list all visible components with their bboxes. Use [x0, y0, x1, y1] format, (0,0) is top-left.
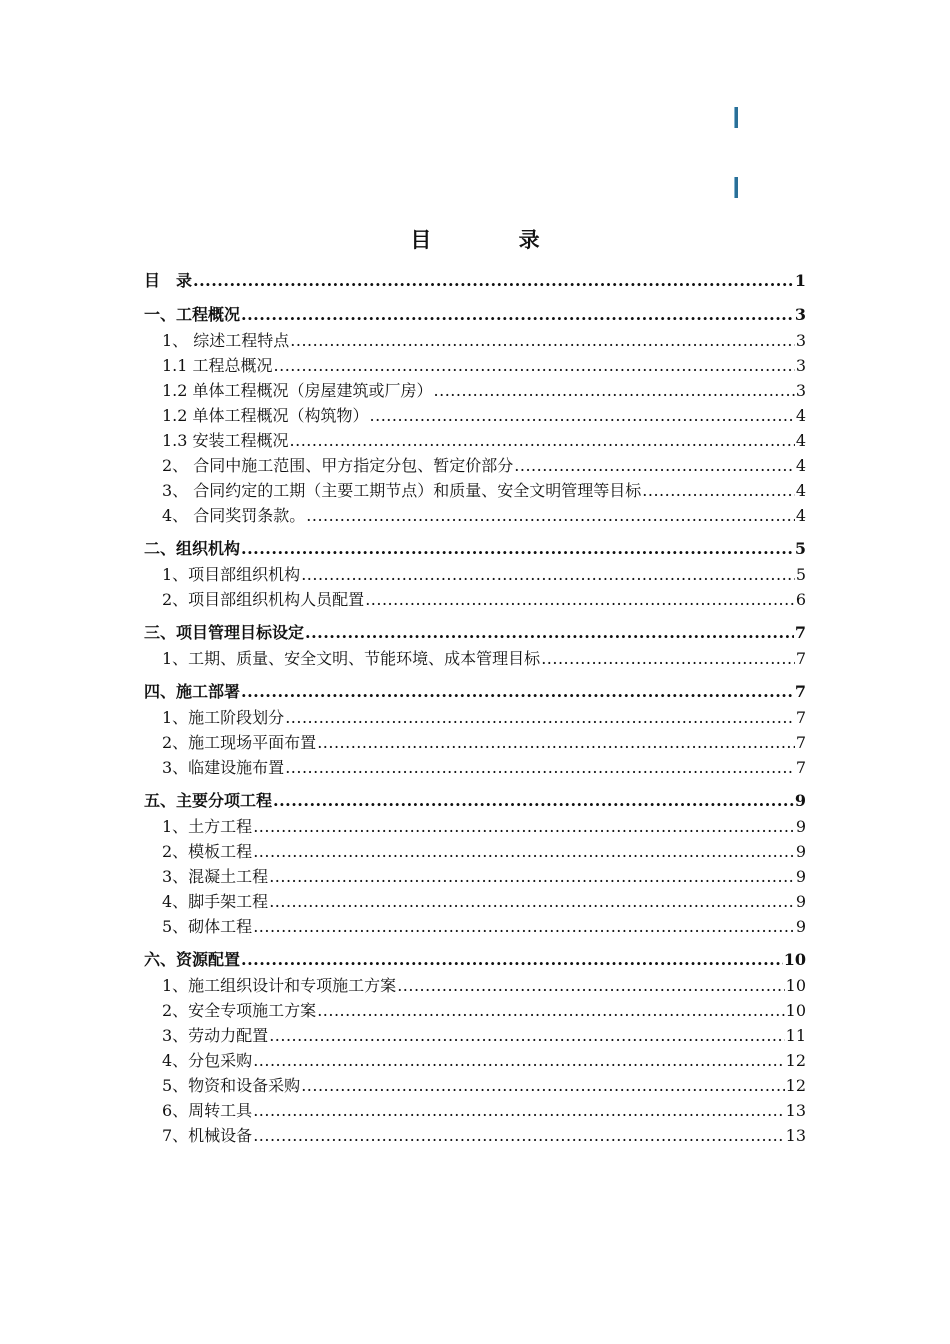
toc-dot-leader — [274, 353, 795, 378]
toc-page-number: 3 — [794, 305, 806, 324]
toc-dot-leader — [370, 403, 795, 428]
toc-section-entry[interactable] — [144, 620, 806, 646]
toc-entry-label: 二、组织机构 — [144, 539, 241, 558]
toc-dot-leader — [269, 889, 795, 914]
toc-entry-label: 2、模板工程 — [162, 842, 253, 861]
toc-dot-leader — [241, 302, 794, 328]
toc-dot-leader — [541, 646, 795, 671]
toc-page-number: 9 — [795, 892, 806, 911]
toc-entry-label: 四、施工部署 — [144, 682, 241, 701]
toc-subsection-entry[interactable] — [144, 562, 806, 587]
toc-dot-leader — [241, 679, 794, 705]
toc-page-number: 3 — [795, 356, 806, 375]
toc-section-entry[interactable] — [144, 947, 806, 973]
toc-subsection-entry[interactable] — [144, 914, 806, 939]
toc-page-number: 7 — [794, 682, 806, 701]
text-cursor-marker-top — [734, 107, 738, 128]
toc-entry-label: 2、安全专项施工方案 — [162, 1001, 317, 1020]
toc-page-number: 4 — [795, 431, 806, 450]
toc-subsection-entry[interactable] — [144, 730, 806, 755]
toc-subsection-entry[interactable] — [144, 1123, 806, 1148]
toc-entry-label: 2、 合同中施工范围、甲方指定分包、暂定价部分 — [162, 456, 514, 475]
toc-entry-label: 一、工程概况 — [144, 305, 241, 324]
toc-subsection-entry[interactable] — [144, 998, 806, 1023]
toc-subsection-entry[interactable] — [144, 328, 806, 353]
text-cursor-marker-bottom — [734, 177, 738, 198]
toc-dot-leader — [285, 705, 795, 730]
toc-page-number: 9 — [795, 842, 806, 861]
toc-dot-leader — [253, 1048, 784, 1073]
toc-entry-label: 4、脚手架工程 — [162, 892, 269, 911]
toc-entry-label: 1.3 安装工程概况 — [162, 431, 289, 450]
toc-section-entry[interactable] — [144, 536, 806, 562]
toc-subsection-entry[interactable] — [144, 428, 806, 453]
toc-entry-label: 6、周转工具 — [162, 1101, 253, 1120]
toc-subsection-entry[interactable] — [144, 755, 806, 780]
toc-section-entry[interactable] — [144, 302, 806, 328]
toc-dot-leader — [306, 503, 795, 528]
toc-page-number: 9 — [795, 917, 806, 936]
toc-page-number: 5 — [795, 565, 806, 584]
toc-dot-leader — [269, 1023, 784, 1048]
toc-dot-leader — [317, 730, 795, 755]
toc-entry-label: 五、主要分项工程 — [144, 791, 273, 810]
toc-page-number: 4 — [795, 481, 806, 500]
toc-subsection-entry[interactable] — [144, 403, 806, 428]
toc-entry-label: 2、施工现场平面布置 — [162, 733, 317, 752]
toc-entry-label: 3、混凝土工程 — [162, 867, 269, 886]
toc-subsection-entry[interactable] — [144, 378, 806, 403]
toc-subsection-entry[interactable] — [144, 1048, 806, 1073]
toc-dot-leader — [642, 478, 795, 503]
toc-subsection-entry[interactable] — [144, 503, 806, 528]
toc-dot-leader — [301, 562, 795, 587]
toc-subsection-entry[interactable] — [144, 889, 806, 914]
toc-page-number: 7 — [794, 623, 806, 642]
toc-page-number: 12 — [785, 1076, 806, 1095]
toc-entry-label: 5、砌体工程 — [162, 917, 253, 936]
toc-dot-leader — [193, 268, 794, 294]
toc-entry-label: 1、 综述工程特点 — [162, 331, 290, 350]
toc-entry-label: 4、分包采购 — [162, 1051, 253, 1070]
toc-dot-leader — [241, 947, 783, 973]
toc-dot-leader — [365, 587, 795, 612]
toc-page-number: 4 — [795, 406, 806, 425]
toc-subsection-entry[interactable] — [144, 587, 806, 612]
toc-dot-leader — [514, 453, 795, 478]
toc-dot-leader — [305, 620, 794, 646]
toc-page-number: 1 — [794, 271, 806, 290]
toc-entry-label: 1.1 工程总概况 — [162, 356, 273, 375]
toc-page-number: 11 — [785, 1026, 806, 1045]
toc-entry-label: 1.2 单体工程概况（构筑物） — [162, 406, 369, 425]
toc-entry-label: 1、工期、质量、安全文明、节能环境、成本管理目标 — [162, 649, 541, 668]
toc-subsection-entry[interactable] — [144, 1023, 806, 1048]
toc-subsection-entry[interactable] — [144, 814, 806, 839]
toc-dot-leader — [317, 998, 784, 1023]
toc-entry-label: 目 录 — [144, 271, 193, 290]
toc-entry-label: 7、机械设备 — [162, 1126, 253, 1145]
toc-page-number: 3 — [795, 381, 806, 400]
toc-page-number: 12 — [785, 1051, 806, 1070]
toc-entry-label: 3、 合同约定的工期（主要工期节点）和质量、安全文明管理等目标 — [162, 481, 642, 500]
toc-entry-label: 3、劳动力配置 — [162, 1026, 269, 1045]
toc-entry-label: 5、物资和设备采购 — [162, 1076, 301, 1095]
toc-subsection-entry[interactable] — [144, 646, 806, 671]
toc-page-number: 7 — [795, 733, 806, 752]
toc-page-number: 6 — [795, 590, 806, 609]
toc-dot-leader — [397, 973, 784, 998]
toc-entry-label: 1、项目部组织机构 — [162, 565, 301, 584]
toc-entry-label: 4、 合同奖罚条款。 — [162, 506, 306, 525]
toc-entry-label: 2、项目部组织机构人员配置 — [162, 590, 365, 609]
toc-page-number: 3 — [795, 331, 806, 350]
toc-dot-leader — [290, 328, 795, 353]
toc-subsection-entry[interactable] — [144, 353, 806, 378]
toc-dot-leader — [241, 536, 794, 562]
toc-entry-label: 1、施工组织设计和专项施工方案 — [162, 976, 397, 995]
toc-dot-leader — [253, 839, 795, 864]
toc-subsection-entry[interactable] — [144, 1098, 806, 1123]
toc-entry-label: 六、资源配置 — [144, 950, 241, 969]
toc-subsection-entry[interactable] — [144, 705, 806, 730]
toc-entry-label: 1、施工阶段划分 — [162, 708, 285, 727]
toc-subsection-entry[interactable] — [144, 973, 806, 998]
toc-entry-label: 1.2 单体工程概况（房屋建筑或厂房） — [162, 381, 433, 400]
toc-subsection-entry[interactable] — [144, 1073, 806, 1098]
toc-page-number: 10 — [783, 950, 806, 969]
toc-dot-leader — [434, 378, 795, 403]
table-of-contents — [144, 268, 806, 1148]
toc-dot-leader — [290, 428, 795, 453]
toc-entry-label: 1、土方工程 — [162, 817, 253, 836]
toc-page-number: 13 — [785, 1101, 806, 1120]
toc-dot-leader — [273, 788, 794, 814]
toc-page-number: 9 — [795, 817, 806, 836]
toc-page-number: 5 — [794, 539, 806, 558]
toc-page-number: 10 — [785, 1001, 806, 1020]
toc-section-entry[interactable] — [144, 788, 806, 814]
toc-subsection-entry[interactable] — [144, 864, 806, 889]
toc-dot-leader — [253, 1098, 784, 1123]
toc-page-number: 9 — [794, 791, 806, 810]
toc-page-number: 13 — [785, 1126, 806, 1145]
toc-page-number: 4 — [795, 506, 806, 525]
toc-subsection-entry[interactable] — [144, 478, 806, 503]
toc-section-entry[interactable] — [144, 268, 806, 294]
toc-page-number: 7 — [795, 649, 806, 668]
toc-page-number: 4 — [795, 456, 806, 475]
toc-entry-label: 三、项目管理目标设定 — [144, 623, 305, 642]
toc-dot-leader — [253, 914, 795, 939]
toc-page-number: 7 — [795, 758, 806, 777]
toc-page-number: 10 — [785, 976, 806, 995]
toc-entry-label: 3、临建设施布置 — [162, 758, 285, 777]
toc-page-number: 7 — [795, 708, 806, 727]
toc-subsection-entry[interactable] — [144, 453, 806, 478]
toc-subsection-entry[interactable] — [144, 839, 806, 864]
toc-dot-leader — [301, 1073, 784, 1098]
toc-dot-leader — [285, 755, 795, 780]
toc-dot-leader — [269, 864, 795, 889]
toc-page-number: 9 — [795, 867, 806, 886]
page-title: 目 录 — [410, 227, 580, 252]
toc-dot-leader — [253, 1123, 784, 1148]
toc-dot-leader — [253, 814, 795, 839]
toc-section-entry[interactable] — [144, 679, 806, 705]
